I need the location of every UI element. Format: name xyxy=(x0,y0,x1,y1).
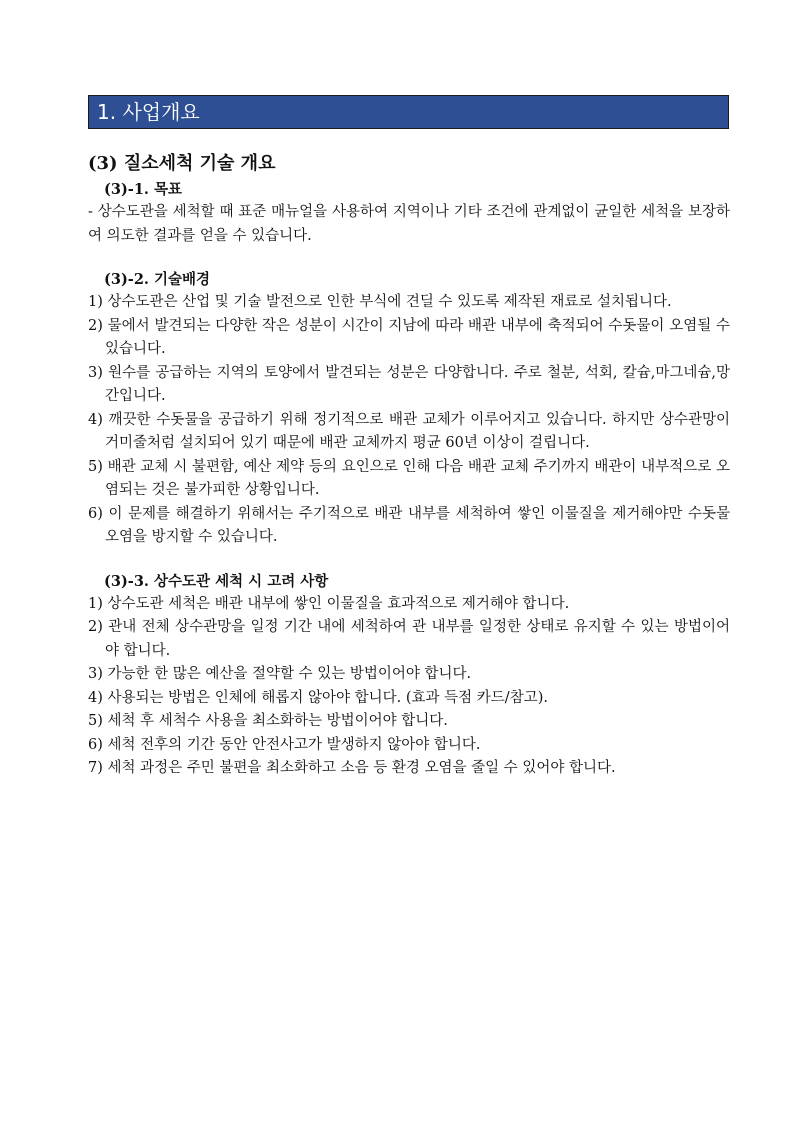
background-item-1: 1) 상수도관은 산업 및 기술 발전으로 인한 부식에 견딜 수 있도록 제작된 재료로 설치됩니다. xyxy=(88,294,672,310)
background-item-3: 3) 원수를 공급하는 지역의 토양에서 발견되는 성분은 다양합니다. 주로 철분, 석회, 칼슘,마그네슘,망간입니다. xyxy=(88,364,730,404)
consideration-item-7: 7) 세척 과정은 주민 불편을 최소화하고 소음 등 환경 오염을 줄일 수 있어야 합니다. xyxy=(88,760,616,776)
considerations-list xyxy=(88,593,730,781)
document-body xyxy=(88,150,730,801)
consideration-item-6: 6) 세척 전후의 기간 동안 안전사고가 발생하지 않아야 합니다. xyxy=(88,736,481,753)
consideration-item-1: 1) 상수도관 세척은 배관 내부에 쌓인 이물질을 효과적으로 제거해야 합니다. xyxy=(88,595,570,612)
background-list xyxy=(88,291,730,550)
background-item-5: 5) 배관 교체 시 불편함, 예산 제약 등의 요인으로 인해 다음 배관 교체 주기까지 배관이 내부적으로 오염되는 것은 불가피한 상황입니다. xyxy=(88,458,730,498)
background-heading: (3)-2. 기술배경 xyxy=(104,271,211,288)
considerations-heading: (3)-3. 상수도관 세척 시 고려 사항 xyxy=(104,572,329,590)
background-item-2: 2) 물에서 발견되는 다양한 작은 성분이 시간이 지남에 따라 배관 내부에 축적되어 수돗물이 오염될 수 있습니다. xyxy=(88,317,730,357)
goal-paragraph: - 상수도관을 세척할 때 표준 매뉴얼을 사용하여 지역이나 기타 조건에 관계없이 균일한 세척을 보장하여 의도한 결과를 얻을 수 있습니다. xyxy=(88,204,730,244)
background-section xyxy=(88,268,730,550)
consideration-item-2: 2) 관내 전체 상수관망을 일정 기간 내에 세척하여 관 내부를 일정한 상태로 유지할 수 있는 방법이어야 합니다. xyxy=(88,619,730,659)
consideration-item-4: 4) 사용되는 방법은 인체에 해롭지 않아야 합니다. (효과 득점 카드/참고). xyxy=(88,689,548,706)
goal-heading: (3)-1. 목표 xyxy=(104,181,183,198)
considerations-section xyxy=(88,570,730,781)
consideration-item-3: 3) 가능한 한 많은 예산을 절약할 수 있는 방법이어야 합니다. xyxy=(88,666,472,682)
background-item-6: 6) 이 문제를 해결하기 위해서는 주기적으로 배관 내부를 세척하여 쌓인 이물질을 제거해야만 수돗물 오염을 방지할 수 있습니다. xyxy=(88,505,730,545)
main-heading: (3) 질소세척 기술 개요 xyxy=(88,153,276,174)
section-title-banner: 1. 사업개요 xyxy=(88,95,729,129)
background-item-4: 4) 깨끗한 수돗물을 공급하기 위해 정기적으로 배관 교체가 이루어지고 있습니다. 하지만 상수관망이 거미줄처럼 설치되어 있기 때문에 배관 교체까지 평균 60년 이상이 걸립니다. xyxy=(88,411,730,451)
consideration-item-5: 5) 세척 후 세척수 사용을 최소화하는 방법이어야 합니다. xyxy=(88,713,448,729)
goal-section xyxy=(88,178,730,248)
